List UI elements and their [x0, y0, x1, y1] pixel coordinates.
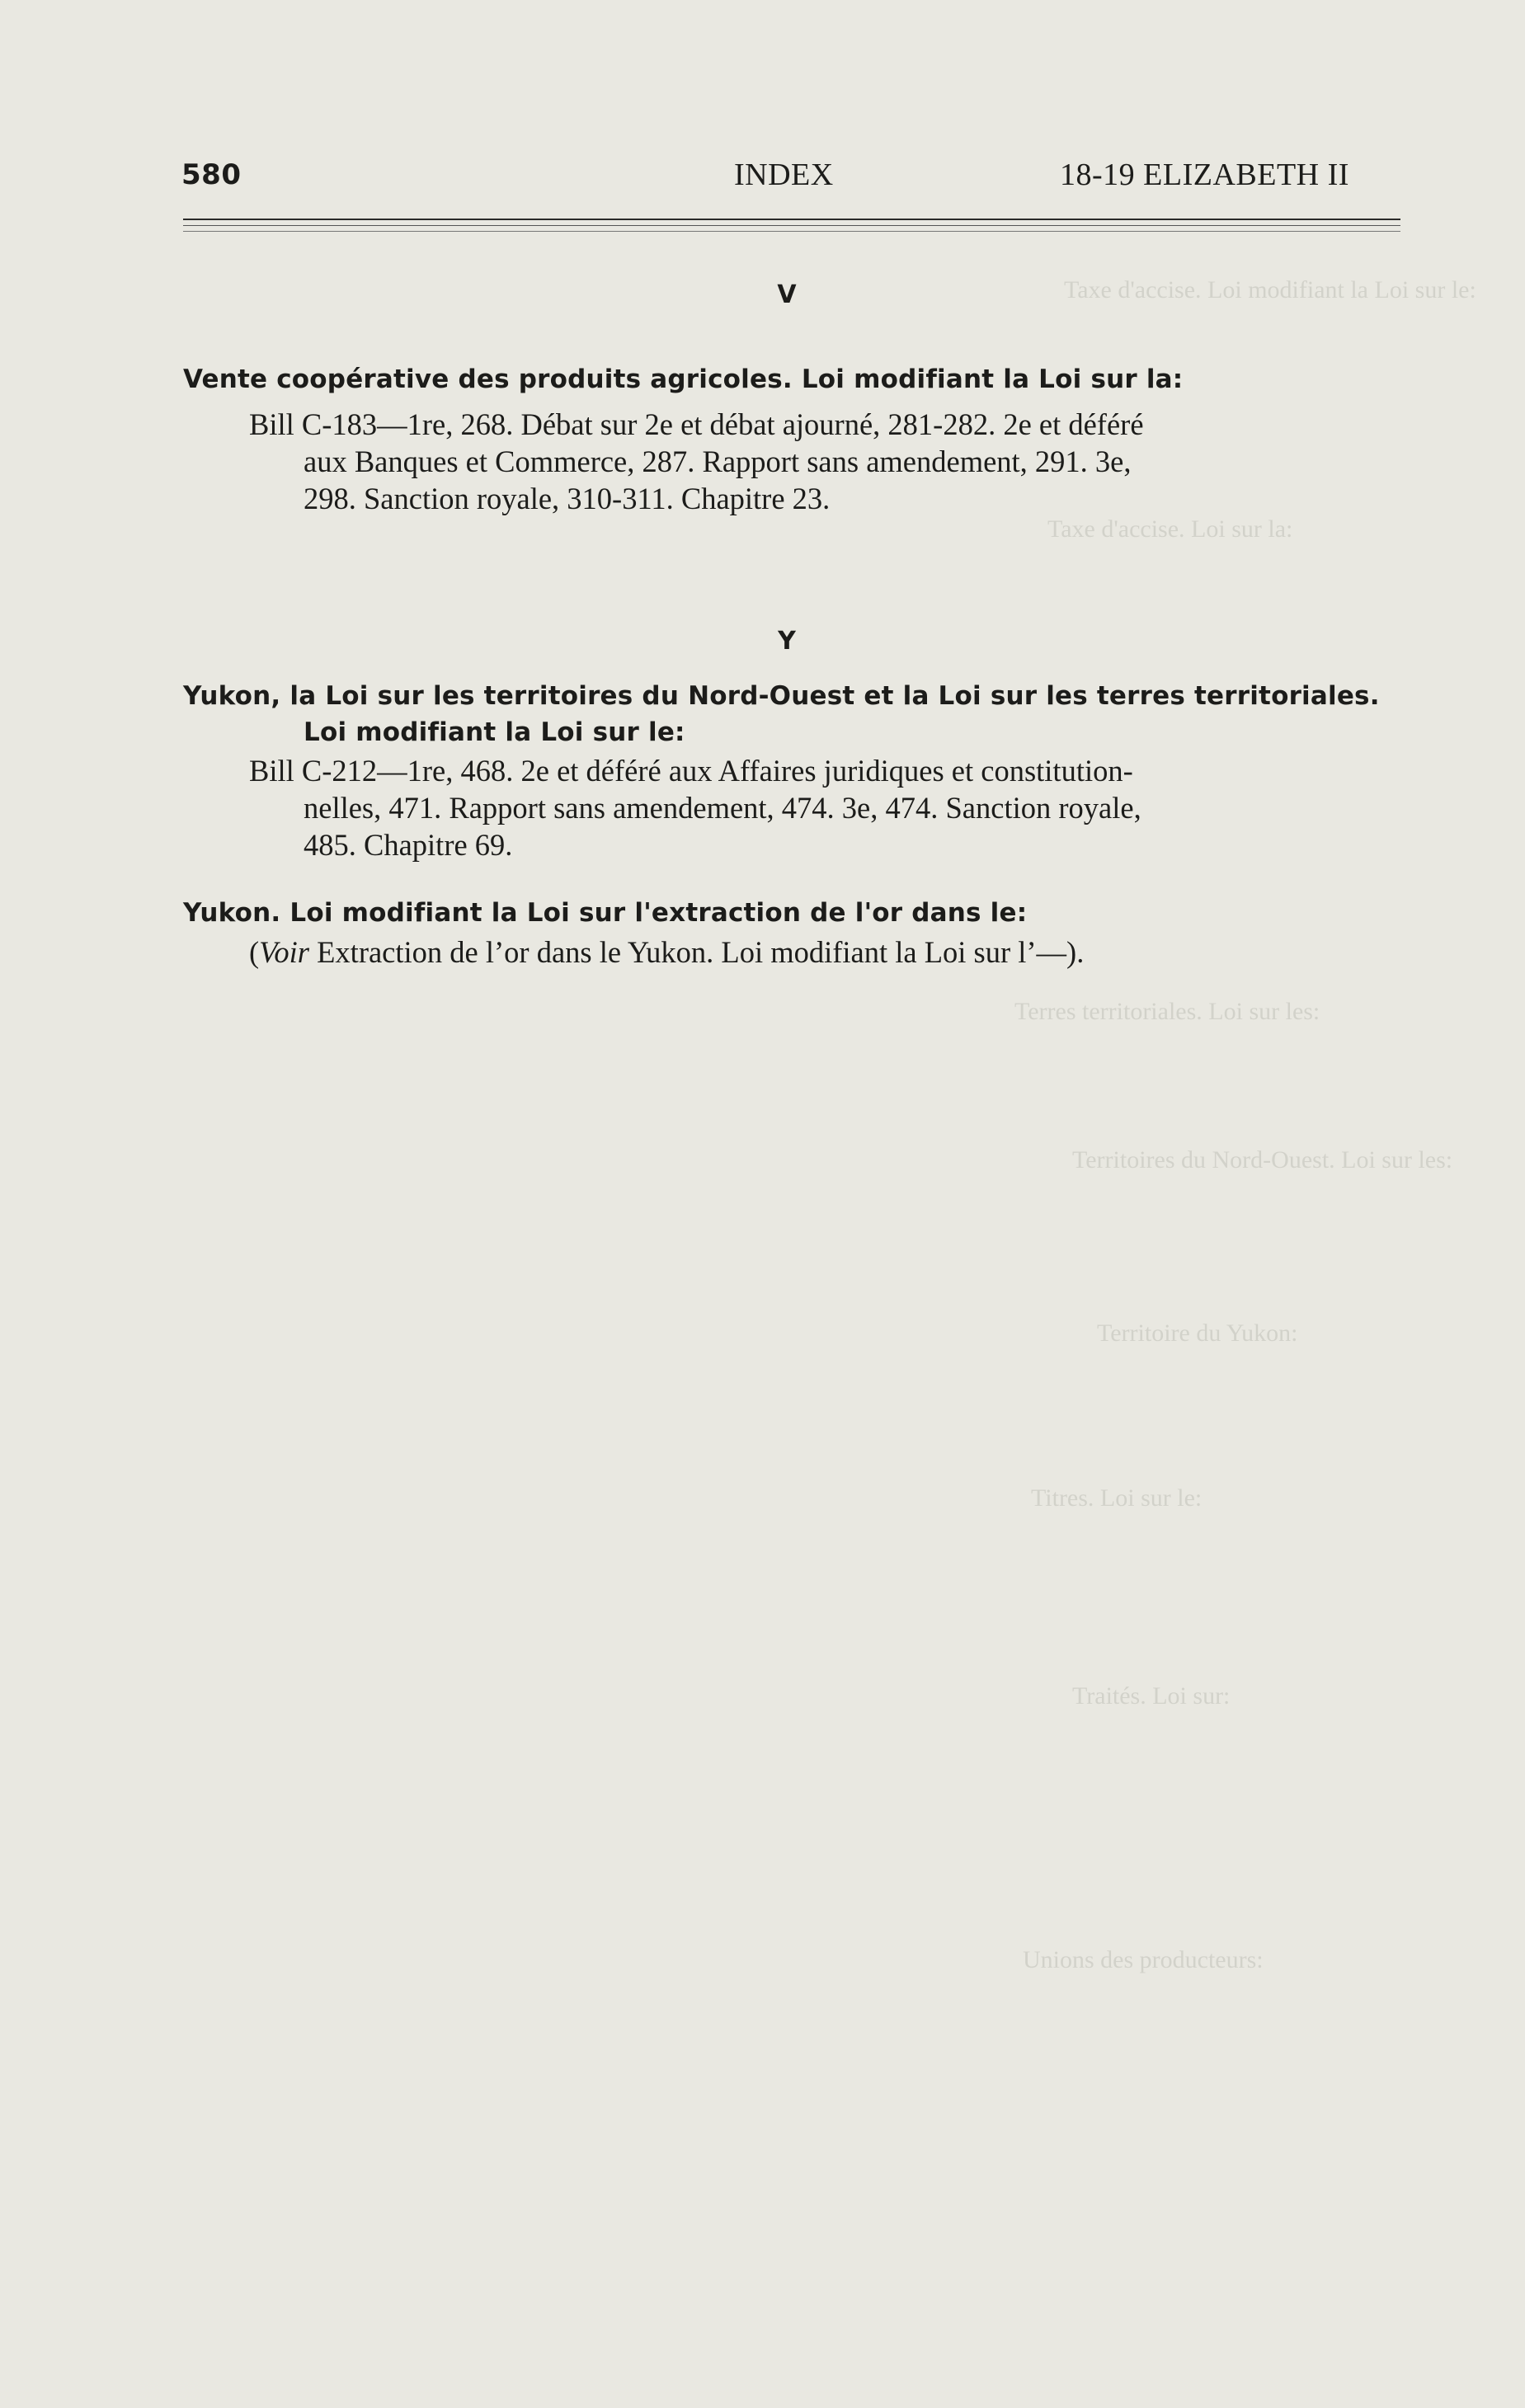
- voir-label: Voir: [259, 935, 310, 969]
- entry-line-text: Bill C-183—1re, 268. Débat sur 2e et débat ajourné, 281-282. 2e et déféré: [249, 407, 1144, 441]
- entry-line: (Voir Extraction de l’or dans le Yukon. Loi modifiant la Loi sur l’—).: [249, 935, 1085, 969]
- bleed-through-text: Titres. Loi sur le:: [1031, 1484, 1203, 1512]
- entry-heading-continuation: Loi modifiant la Loi sur le:: [304, 717, 685, 747]
- header-rule: [183, 231, 1400, 232]
- bleed-through-text: Traités. Loi sur:: [1072, 1682, 1231, 1710]
- regnal-year: 18-19 ELIZABETH II: [1060, 158, 1349, 192]
- header-rule: [183, 219, 1400, 220]
- entry-line: [249, 406, 1400, 443]
- section-letter-y: Y: [778, 627, 796, 656]
- header-rule: [183, 225, 1400, 226]
- bleed-through-text: Terres territoriales. Loi sur les:: [1014, 998, 1320, 1025]
- bleed-through-text: Unions des producteurs:: [1023, 1946, 1264, 1973]
- entry-line: aux Banques et Commerce, 287. Rapport sans amendement, 291. 3e,: [304, 444, 1132, 478]
- bleed-through-text: Taxe d'accise. Loi modifiant la Loi sur le:: [1064, 276, 1476, 303]
- entry-line: 298. Sanction royale, 310-311. Chapitre 23.: [304, 482, 831, 515]
- bleed-through-text: Territoires du Nord-Ouest. Loi sur les:: [1072, 1146, 1453, 1173]
- entry-heading: [183, 678, 1404, 750]
- entry-body: [249, 934, 1400, 971]
- running-title: INDEX: [734, 158, 834, 192]
- entry-heading-text: Yukon. Loi modifiant la Loi sur l'extraction de l'or dans le:: [183, 898, 1028, 928]
- entry-line: 485. Chapitre 69.: [304, 828, 513, 862]
- entry-heading-text: Yukon, la Loi sur les territoires du Nord-Ouest et la Loi sur les terres territoriales.: [183, 681, 1380, 711]
- section-letter-v: V: [777, 280, 797, 309]
- page-number: 580: [181, 158, 242, 191]
- bleed-through-text: Taxe d'accise. Loi sur la:: [1047, 515, 1293, 543]
- entry-heading: [183, 895, 1404, 931]
- entry-line: nelles, 471. Rapport sans amendement, 474. 3e, 474. Sanction royale,: [304, 791, 1141, 825]
- entry-heading: [183, 361, 1404, 397]
- bleed-through-text: Territoire du Yukon:: [1097, 1319, 1298, 1347]
- entry-heading-text: Vente coopérative des produits agricoles. Loi modifiant la Loi sur la:: [183, 364, 1184, 394]
- entry-body: [249, 406, 1400, 517]
- entry-line: Bill C-212—1re, 468. 2e et déféré aux Affaires juridiques et constitution-: [249, 754, 1133, 788]
- entry-body: [249, 752, 1400, 863]
- entry-line-text: Extraction de l’or dans le Yukon. Loi modifiant la Loi sur l’—).: [317, 935, 1085, 969]
